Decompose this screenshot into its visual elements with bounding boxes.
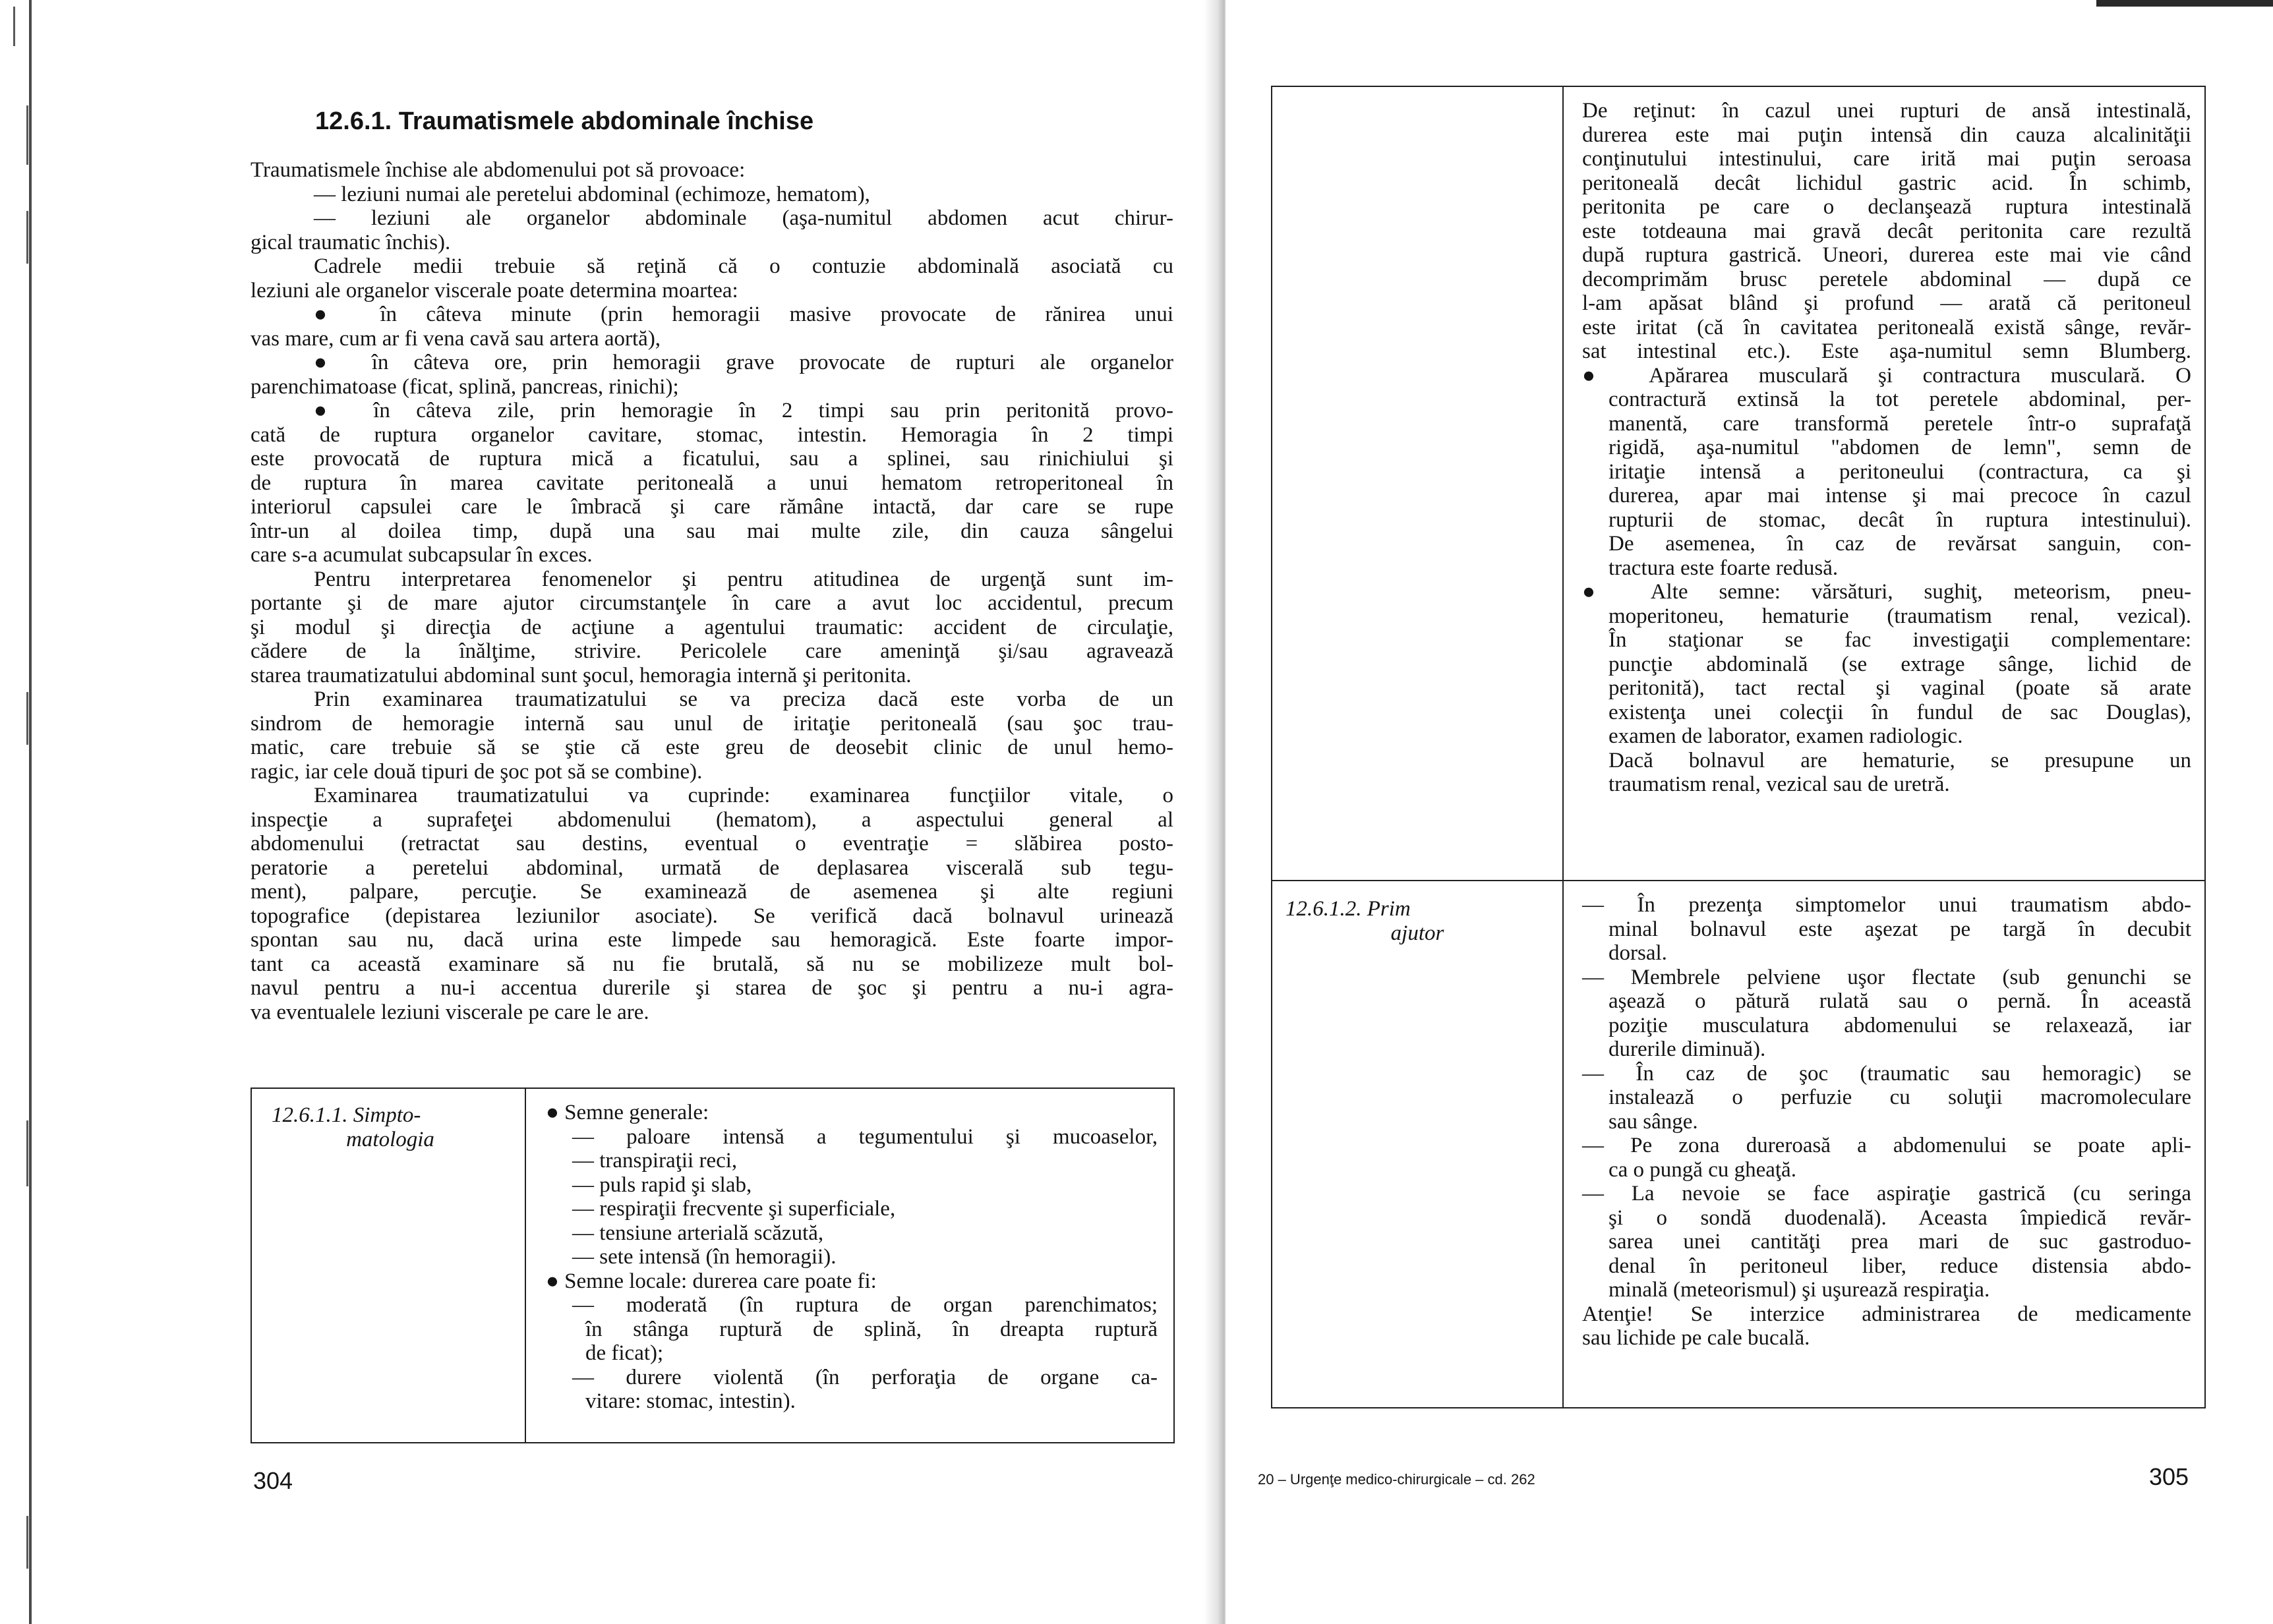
paragraph-line: portante şi de mare ajutor circumstanţele în care a avut loc accidentul, precum <box>251 591 1173 615</box>
first-aid-line: poziţie musculatura abdomenului se relaxează, iar <box>1609 1013 2191 1037</box>
note-line: tractura este foarte redusă. <box>1609 556 1839 580</box>
note-line: peritoneală decât lichidul gastric acid. În schimb, <box>1582 171 2191 195</box>
page-number: 305 <box>2149 1463 2189 1490</box>
note-line: În staţionar se fac investigaţii complementare: <box>1609 628 2191 652</box>
paragraph-line: ● în câteva ore, prin hemoragii grave provocate de rupturi ale organelor <box>314 351 1173 374</box>
note-line: decomprimăm brusc peretele abdominal — după ce <box>1582 267 2191 291</box>
notes-first-aid-box <box>1271 86 2206 1408</box>
first-aid-line: minală (meteorismul) şi uşurează respiraţia. <box>1609 1278 1990 1302</box>
symptom-line: — puls rapid şi slab, <box>572 1173 752 1197</box>
paragraph-line: ● în câteva minute (prin hemoragii masive provocate de rănirea unui <box>314 303 1173 326</box>
paragraph-line: Prin examinarea traumatizatului se va preciza dacă este vorba de un <box>314 687 1173 711</box>
paragraph-line: şi modul şi direcţia de acţiune a agentului traumatic: accident de circulaţie, <box>251 615 1173 639</box>
paragraph-line: este provocată de ruptura mică a ficatului, sau a splinei, sau rinichiului şi <box>251 447 1173 471</box>
symptom-line: vitare: stomac, intestin). <box>585 1389 796 1413</box>
note-line: moperitoneu, hematurie (traumatism renal, vezical). <box>1609 604 2191 628</box>
paragraph-line: Examinarea traumatizatului va cuprinde: examinarea funcţiilor vitale, o <box>314 784 1173 807</box>
paragraph-line: inspecţie a suprafeţei abdomenului (hematom), a aspectului general al <box>251 807 1173 832</box>
symptomatology-content <box>525 1088 1174 1443</box>
page-number: 304 <box>253 1467 293 1494</box>
first-aid-line: sau lichide pe cale bucală. <box>1582 1326 1810 1350</box>
note-line: este iritat (că în cavitatea peritoneală există sânge, revăr- <box>1582 315 2191 339</box>
symptom-line: — paloare intensă a tegumentului şi mucoaselor, <box>572 1124 1158 1149</box>
first-aid-line: — În prezenţa simptomelor unui traumatism abdo- <box>1582 893 2191 917</box>
paragraph-line: într-un al doilea timp, după una sau mai multe zile, din cauza sângelui <box>251 519 1173 543</box>
paragraph-line: navul pentru a nu-i accentua durerile şi starea de şoc şi pentru a nu-i agra- <box>251 976 1173 1000</box>
note-line: după ruptura gastrică. Uneori, durerea este mai vie când <box>1582 243 2191 267</box>
note-line: iritaţie intensă a peritoneului (contractura, ca şi <box>1609 459 2191 484</box>
first-aid-line: — În caz de şoc (traumatic sau hemoragic) se <box>1582 1061 2191 1086</box>
symptom-line: — respiraţii frecvente şi superficiale, <box>572 1197 896 1221</box>
note-line: existenţa unei colecţii în fundul de sac Douglas), <box>1609 700 2191 724</box>
first-aid-line: dorsal. <box>1609 941 1667 965</box>
paragraph-line: starea traumatizatului abdominal sunt şocul, hemoragia internă şi peritonita. <box>251 663 912 687</box>
paragraph-line: interiorul capsulei care le îmbracă şi care rămâne intactă, dar care se rupe <box>251 495 1173 519</box>
first-aid-line: — Membrele pelviene uşor flectate (sub genunchi se <box>1582 965 2191 989</box>
paragraph-line: spontan sau nu, dacă urina este limpede sau hemoragică. Este foarte impor- <box>251 928 1173 952</box>
first-aid-line: instalează o perfuzie cu soluţii macromoleculare <box>1609 1086 2191 1109</box>
note-line: examen de laborator, examen radiologic. <box>1609 724 1963 748</box>
label-line: 12.6.1.1. Simpto- <box>272 1103 421 1127</box>
section-heading: 12.6.1. Traumatismele abdominale închise <box>315 107 814 135</box>
first-aid-line: sarea unei cantităţi prea mari de suc gastroduo- <box>1609 1230 2191 1254</box>
notes-content <box>1563 86 2205 881</box>
note-line: De asemenea, în caz de revărsat sanguin, con- <box>1609 532 2191 556</box>
paragraph-line: cădere de la înălţime, strivire. Pericolele care ameninţă şi/sau agravează <box>251 639 1173 663</box>
body-text <box>251 158 1173 1024</box>
paragraph-line: tant ca această examinare să nu fie brutală, să nu se mobilizeze mult bol- <box>251 952 1173 976</box>
symptom-line: — durere violentă (în perforaţia de organe ca- <box>572 1365 1158 1389</box>
first-aid-content <box>1563 881 2205 1408</box>
paragraph-line: matic, care trebuie să se ştie că este greu de deosebit clinic de unul hemo- <box>251 736 1173 759</box>
note-line: ● Alte semne: vărsături, sughiţ, meteorism, pneu- <box>1582 580 2191 604</box>
paragraph-line: — leziuni numai ale peretelui abdominal (echimoze, hematom), <box>314 182 870 206</box>
paragraph-line: cată de ruptura organelor cavitare, stomac, intestin. Hemoragia în 2 timpi <box>251 422 1173 447</box>
symptomatology-box <box>251 1088 1175 1443</box>
paragraph-line: topografice (depistarea leziunilor asociate). Se verifică dacă bolnavul urinează <box>251 904 1173 928</box>
first-aid-line: — Pe zona dureroasă a abdomenului se poate apli- <box>1582 1134 2191 1157</box>
paragraph-line: parenchimatoase (ficat, splină, pancreas, rinichi); <box>251 374 679 399</box>
symptom-line: de ficat); <box>585 1341 664 1365</box>
paragraph-line: gical traumatic închis). <box>251 230 451 254</box>
note-line: durerea, apar mai intense şi mai precoce în cazul <box>1609 484 2191 508</box>
label-line: matologia <box>346 1127 434 1151</box>
paragraph-line: — leziuni ale organelor abdominale (aşa-numitul abdomen acut chirur- <box>314 206 1173 230</box>
note-line: manentă, care transformă peretele într-o suprafaţă <box>1609 411 2191 436</box>
symptomatology-label <box>251 1088 525 1443</box>
note-line: durerea este mai puţin intensă din cauza alcalinităţii <box>1582 123 2191 147</box>
symptom-line: ● Semne generale: <box>546 1101 709 1124</box>
note-line: contractură extinsă la tot peretele abdominal, per- <box>1609 388 2191 411</box>
label-line: ajutor <box>1390 921 1444 945</box>
paragraph-line: ● în câteva zile, prin hemoragie în 2 timpi sau prin peritonită provo- <box>314 399 1173 422</box>
paragraph-line: abdomenului (retractat sau destins, eventual o eventraţie = slăbirea posto- <box>251 832 1173 856</box>
symptom-line: — transpiraţii reci, <box>572 1149 738 1173</box>
note-line: conţinutului intestinului, care irită mai puţin seroasa <box>1582 147 2191 171</box>
symptom-line: — tensiune arterială scăzută, <box>572 1221 824 1245</box>
note-line: rupturii de stomac, decât în ruptura intestinului). <box>1609 508 2191 532</box>
note-line: ● Apărarea musculară şi contractura musculară. O <box>1582 363 2191 388</box>
paragraph-line: de ruptura în marea cavitate peritoneală a unui hematom retroperitoneal în <box>251 471 1173 495</box>
paragraph-line: Cadrele medii trebuie să reţină că o contuzie abdominală asociată cu <box>314 254 1173 278</box>
first-aid-line: — La nevoie se face aspiraţie gastrică (cu seringa <box>1582 1182 2191 1205</box>
first-aid-line: ca o pungă cu gheaţă. <box>1609 1157 1796 1182</box>
first-aid-line: sau sânge. <box>1609 1109 1698 1134</box>
paragraph-line: va eventualele leziuni viscerale pe care le are. <box>251 1000 649 1024</box>
label-line: 12.6.1.2. Prim <box>1285 897 1411 921</box>
note-line: traumatism renal, vezical sau de uretră. <box>1609 772 1950 796</box>
paragraph-line: care s-a acumulat subcapsular în exces. <box>251 543 593 567</box>
symptom-line: — sete intensă (în hemoragii). <box>572 1245 837 1269</box>
note-line: peritonită), tact rectal şi vaginal (poate să arate <box>1609 676 2191 700</box>
paragraph-line: ragic, iar cele două tipuri de şoc pot să se combine). <box>251 759 703 784</box>
first-aid-line: Atenţie! Se interzice administrarea de medicamente <box>1582 1302 2191 1326</box>
symptom-line: în stânga ruptură de splină, în dreapta ruptură <box>585 1317 1158 1341</box>
note-line: puncţie abdominală (se extrage sânge, lichid de <box>1609 652 2191 676</box>
note-line: Dacă bolnavul are hematurie, se presupune un <box>1609 748 2191 772</box>
first-aid-line: şi o sondă duodenală). Aceasta împiedică revăr- <box>1609 1205 2191 1230</box>
note-line: De reţinut: în cazul unei rupturi de ansă intestinală, <box>1582 99 2191 123</box>
first-aid-label <box>1272 881 1563 1408</box>
notes-empty-label <box>1272 86 1563 881</box>
symptom-line: ● Semne locale: durerea care poate fi: <box>546 1269 877 1293</box>
note-line: l-am apăsat blând şi profund — arată că peritoneul <box>1582 291 2191 315</box>
paragraph-line: ment), palpare, percuţie. Se examinează de asemenea şi alte regiuni <box>251 880 1173 904</box>
paragraph-line: peratorie a peretelui abdominal, urmată de deplasarea viscerală sub tegu- <box>251 856 1173 880</box>
paragraph-line: leziuni ale organelor viscerale poate determina moartea: <box>251 278 738 303</box>
note-line: sat intestinal etc.). Este aşa-numitul semn Blumberg. <box>1582 339 2191 363</box>
footer-note: 20 – Urgenţe medico-chirurgicale – cd. 262 <box>1258 1471 1535 1488</box>
first-aid-line: aşează o pătură rulată sau o pernă. În această <box>1609 989 2191 1013</box>
paragraph-line: Pentru interpretarea fenomenelor şi pentru atitudinea de urgenţă sunt im- <box>314 567 1173 591</box>
first-aid-line: minal bolnavul este aşezat pe targă în decubit <box>1609 917 2191 941</box>
first-aid-line: denal în peritoneul liber, reduce distensia abdo- <box>1609 1254 2191 1278</box>
symptom-line: — moderată (în ruptura de organ parenchimatos; <box>572 1293 1158 1317</box>
note-line: peritonita pe care o declanşează ruptura intestinală <box>1582 195 2191 219</box>
note-line: este totdeauna mai gravă decât peritonita care rezultă <box>1582 219 2191 243</box>
paragraph-line: vas mare, cum ar fi vena cavă sau artera aortă), <box>251 326 661 351</box>
paragraph-line: Traumatismele închise ale abdomenului pot să provoace: <box>251 158 746 182</box>
first-aid-line: durerile diminuă). <box>1609 1037 1766 1061</box>
paragraph-line: sindrom de hemoragie internă sau unul de iritaţie peritoneală (sau şoc trau- <box>251 711 1173 736</box>
note-line: rigidă, aşa-numitul "abdomen de lemn", semn de <box>1609 436 2191 459</box>
